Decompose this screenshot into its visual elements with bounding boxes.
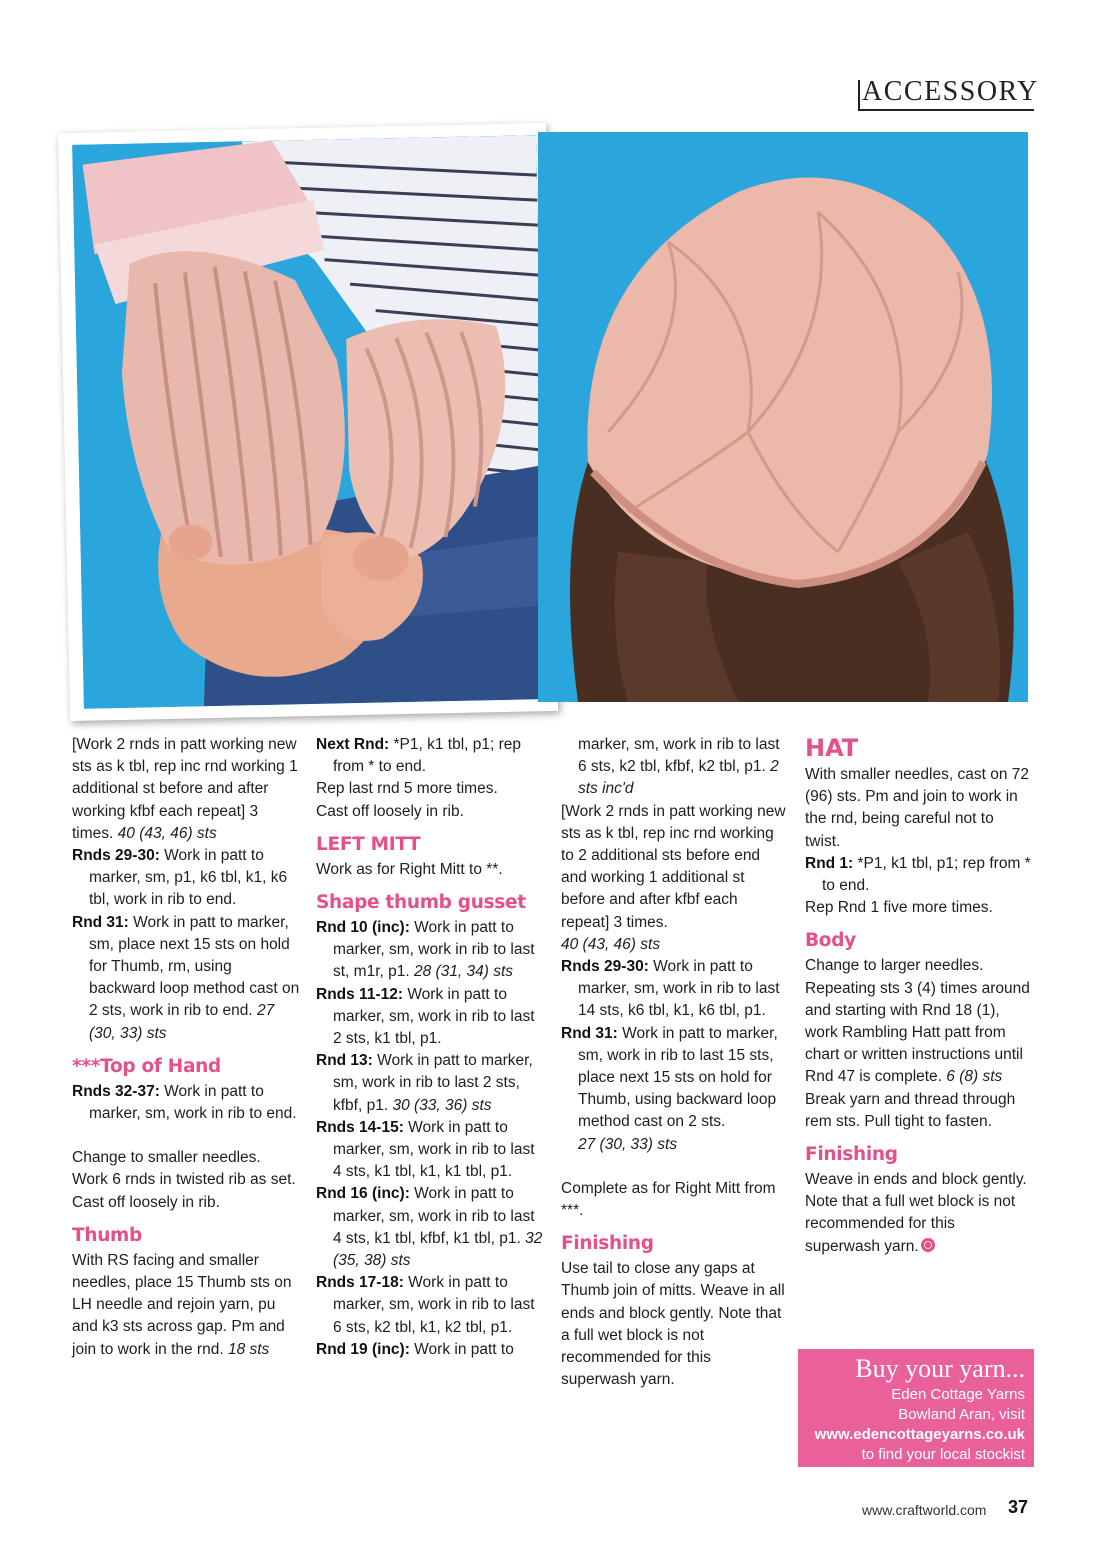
mitts-illustration bbox=[72, 135, 548, 709]
col3-rnd-31: Rnd 31: Work in patt to marker, sm, work in rib to last 15 sts, place next 15 sts on hold for Thumb, using backward loop method cast on 2 sts. 27 (30, 33) sts bbox=[561, 1024, 778, 1153]
col4-rnd-1: Rnd 1: *P1, k1 tbl, p1; rep from * to end. bbox=[805, 854, 1031, 895]
col4-break-yarn: Break yarn and thread through rem sts. Pull tight to fasten. bbox=[805, 1090, 1016, 1130]
column-2 bbox=[316, 734, 546, 1361]
section-label-tick bbox=[858, 80, 860, 110]
col1-change-needles: Change to smaller needles. Work 6 rnds in twisted rib as set. bbox=[72, 1149, 296, 1189]
col3-rnds-29-30: Rnds 29-30: Work in patt to marker, sm, work in rib to last 14 sts, k6 tbl, k1, k6 tbl, p1. bbox=[561, 958, 780, 1020]
col4-finishing-text: Weave in ends and block gently. Note that a full wet block is not recommended for this superwash yarn. bbox=[805, 1171, 1027, 1255]
heading-thumb: Thumb bbox=[72, 1224, 142, 1246]
mitts-photo bbox=[58, 123, 558, 721]
col2-rnds-14-15: Rnds 14-15: Work in patt to marker, sm, work in rib to last 4 sts, k1 tbl, k1, k1 tbl, p1. bbox=[316, 1118, 535, 1181]
hat-illustration bbox=[538, 132, 1028, 702]
col2-work-as: Work as for Right Mitt to **. bbox=[316, 860, 503, 878]
col4-rep-rnd: Rep Rnd 1 five more times. bbox=[805, 899, 993, 917]
col2-rep-last: Rep last rnd 5 more times. bbox=[316, 780, 498, 798]
col2-next-rnd: Next Rnd: *P1, k1 tbl, p1; rep from * to end. bbox=[316, 736, 522, 776]
buy-yarn-stockist: to find your local stockist bbox=[861, 1446, 1025, 1463]
buy-yarn-title: Buy your yarn... bbox=[855, 1354, 1025, 1383]
section-label-text: ACCESSORY bbox=[862, 76, 1039, 107]
hat-photo bbox=[538, 132, 1028, 702]
column-4 bbox=[805, 734, 1033, 1258]
heading-left-mitt: LEFT MITT bbox=[316, 833, 421, 855]
col2-rnd-13: Rnd 13: Work in patt to marker, sm, work in rib to last 2 sts, kfbf, p1. 30 (33, 36) sts bbox=[316, 1052, 533, 1114]
buy-yarn-link[interactable]: www.edencottageyarns.co.uk bbox=[814, 1426, 1025, 1443]
heading-hat: HAT bbox=[805, 734, 859, 762]
col2-rnd-16: Rnd 16 (inc): Work in patt to marker, sm, work in rib to last 4 sts, k1 tbl, kfbf, k1 tbl, p1. 32 (35, 38) sts bbox=[316, 1185, 543, 1270]
col1-thumb-text: With RS facing and smaller needles, place 15 Thumb sts on LH needle and rejoin yarn, pu and k3 sts across gap. Pm and join to work in the rnd. 18 sts bbox=[72, 1251, 292, 1358]
heading-top-of-hand: ***Top of Hand bbox=[72, 1055, 221, 1077]
col2-rnds-11-12: Rnds 11-12: Work in patt to marker, sm, work in rib to last 2 sts, k1 tbl, p1. bbox=[316, 985, 535, 1048]
col1-cast-off: Cast off loosely in rib. bbox=[72, 1193, 220, 1211]
col2-rnds-17-18: Rnds 17-18: Work in patt to marker, sm, work in rib to last 6 sts, k2 tbl, k1, k2 tbl, p1. bbox=[316, 1274, 535, 1336]
column-3 bbox=[561, 734, 789, 1391]
buy-yarn-box bbox=[798, 1349, 1034, 1467]
heading-body: Body bbox=[805, 930, 856, 952]
heading-finishing-hat: Finishing bbox=[805, 1144, 898, 1166]
footer-url[interactable]: www.craftworld.com bbox=[862, 1502, 987, 1518]
col1-rnds-29-30: Rnds 29-30: Work in patt to marker, sm, p1, k6 tbl, k1, k6 tbl, work in rib to end. bbox=[72, 847, 288, 909]
col4-body-text: Change to larger needles. Repeating sts 3 (4) times around and starting with Rnd 18 (1), work Rambling Hatt patt from chart or written instructions until Rnd 47 is complete. 6 (8) sts bbox=[805, 957, 1030, 1086]
col3-finishing-text: Use tail to close any gaps at Thumb join of mitts. Weave in all ends and block gently. Note that a full wet block is not recommended for this superwash yarn. bbox=[561, 1260, 785, 1389]
column-1 bbox=[72, 734, 300, 1361]
col1-paragraph: [Work 2 rnds in patt working new sts as k tbl, rep inc rnd working 1 additional st before and after working kfbf each repeat] 3 times. 40 (43, 46) sts bbox=[72, 736, 298, 842]
col3-complete: Complete as for Right Mitt from ***. bbox=[561, 1179, 776, 1220]
heading-finishing-mitts: Finishing bbox=[561, 1233, 654, 1255]
col1-rnd-31: Rnd 31: Work in patt to marker, sm, place next 15 sts on hold for Thumb, rm, using backward loop method cast on 2 sts, work in rib to end. 27 (30, 33) sts bbox=[72, 913, 300, 1042]
section-label-rule bbox=[858, 109, 1034, 111]
page-number: 37 bbox=[1008, 1497, 1029, 1517]
heading-shape-thumb-gusset: Shape thumb gusset bbox=[316, 892, 526, 914]
section-label bbox=[858, 76, 1039, 111]
col1-rnds-32-37: Rnds 32-37: Work in patt to marker, sm, work in rib to end. bbox=[72, 1082, 297, 1123]
col2-rnd-10: Rnd 10 (inc): Work in patt to marker, sm, work in rib to last st, m1r, p1. 28 (31, 34) sts bbox=[316, 919, 535, 981]
col2-cast-off: Cast off loosely in rib. bbox=[316, 802, 464, 820]
col3-paragraph: [Work 2 rnds in patt working new sts as k tbl, rep inc rnd working to 2 additional sts before end and working 1 additional st before and after kfbf each repeat] 3 times. 40 (43, 46) sts bbox=[561, 802, 786, 953]
buy-yarn-product: Bowland Aran, visit bbox=[898, 1406, 1025, 1423]
buy-yarn-brand: Eden Cottage Yarns bbox=[891, 1386, 1025, 1403]
col4-cast-on: With smaller needles, cast on 72 (96) sts. Pm and join to work in the rnd, being careful not to twist. bbox=[805, 766, 1029, 850]
yarn-ball-icon bbox=[921, 1238, 935, 1252]
col3-continuation: marker, sm, work in rib to last 6 sts, k2 tbl, kfbf, k2 tbl, p1. 2 sts inc'd bbox=[578, 736, 780, 798]
col2-rnd-19: Rnd 19 (inc): Work in patt to bbox=[316, 1340, 514, 1358]
